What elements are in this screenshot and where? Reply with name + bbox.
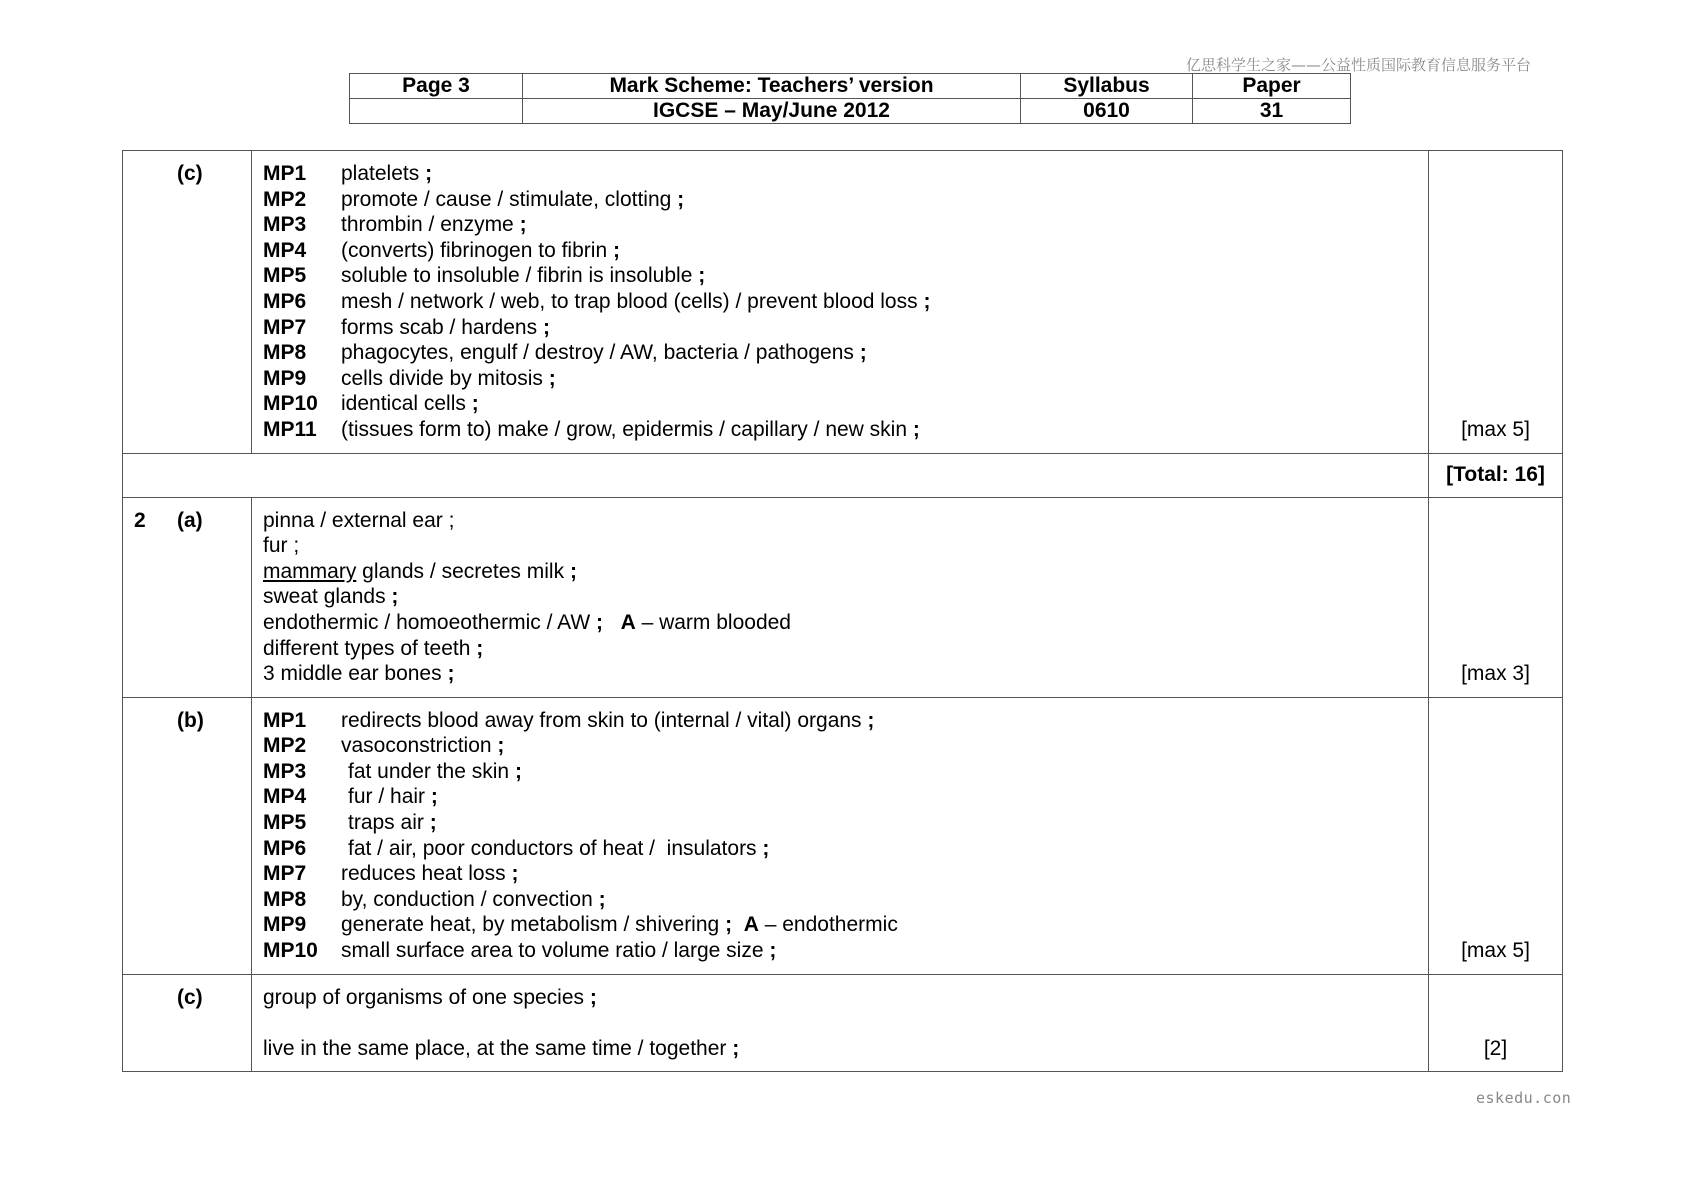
row-q2c (123, 974, 1562, 1072)
answer-cell (252, 498, 1429, 697)
row-q2a (123, 497, 1562, 697)
row-total (123, 453, 1562, 497)
header-empty-cell (350, 99, 523, 124)
mark-point: MP6 fat / air, poor conductors of heat / insulators ; (263, 836, 770, 860)
mark-point: MP8 phagocytes, engulf / destroy / AW, bacteria / pathogens ; (263, 341, 867, 365)
watermark-top: 亿思科学生之家——公益性质国际教育信息服务平台 (1186, 56, 1532, 74)
answer-line: live in the same place, at the same time / together ; (263, 1036, 740, 1060)
mark-point: MP9 generate heat, by metabolism / shivering ; A – endothermic (263, 913, 898, 937)
header-syllabus-label: Syllabus (1021, 74, 1193, 99)
mark-point: MP3 fat under the skin ; (263, 759, 522, 783)
answer-line: endothermic / homoeothermic / AW ; A – warm blooded (263, 610, 791, 634)
mark-point: MP9 cells divide by mitosis ; (263, 366, 556, 390)
question-part-label: (a) (177, 508, 203, 532)
header-exam: IGCSE – May/June 2012 (523, 99, 1021, 124)
answer-cell (252, 151, 1429, 453)
answer-cell (252, 698, 1429, 974)
answer-line: mammary glands / secretes milk ; (263, 559, 577, 583)
row-q1c (123, 151, 1562, 453)
answer-line: pinna / external ear ; (263, 508, 455, 532)
header-paper-value: 31 (1193, 99, 1351, 124)
mark-point: MP4 (converts) fibrinogen to fibrin ; (263, 238, 620, 262)
header-table (349, 73, 1351, 124)
mark-point: MP1 platelets ; (263, 162, 433, 185)
mark-point: MP10 small surface area to volume ratio / large size ; (263, 939, 777, 963)
question-part-label: (b) (177, 708, 204, 732)
total-marks: [Total: 16] (1446, 463, 1545, 487)
header-paper-label: Paper (1193, 74, 1351, 99)
header-page: Page 3 (350, 74, 523, 99)
watermark-bottom: eskedu.con (1476, 1089, 1572, 1107)
mark-point: MP10 identical cells ; (263, 392, 479, 416)
mark-point: MP6 mesh / network / web, to trap blood (cells) / prevent blood loss ; (263, 289, 931, 313)
row-q2b (123, 697, 1562, 974)
question-part-label: (c) (177, 985, 203, 1009)
question-number: 2 (134, 508, 146, 532)
answer-line: fur ; (263, 534, 300, 558)
max-marks: [max 3] (1461, 662, 1530, 686)
mark-point: MP1 redirects blood away from skin to (internal / vital) organs ; (263, 708, 875, 732)
max-marks: [2] (1483, 1036, 1508, 1060)
mark-point: MP7 forms scab / hardens ; (263, 315, 550, 339)
header-title: Mark Scheme: Teachers’ version (523, 74, 1021, 99)
answer-line: group of organisms of one species ; (263, 985, 597, 1009)
mark-point: MP2 vasoconstriction ; (263, 734, 505, 758)
mark-point: MP5 soluble to insoluble / fibrin is insoluble ; (263, 264, 706, 288)
mark-point: MP7 reduces heat loss ; (263, 862, 519, 886)
mark-point: MP4 fur / hair ; (263, 785, 438, 809)
answer-cell (252, 975, 1429, 1072)
max-marks: [max 5] (1461, 939, 1530, 963)
mark-point: MP2 promote / cause / stimulate, clotting ; (263, 187, 685, 211)
mark-point: MP11 (tissues form to) make / grow, epidermis / capillary / new skin ; (263, 417, 920, 441)
question-part-label: (c) (177, 162, 203, 185)
answer-line: different types of teeth ; (263, 636, 484, 660)
max-marks: [max 5] (1461, 417, 1530, 441)
mark-scheme-table (122, 150, 1563, 1072)
answer-line: 3 middle ear bones ; (263, 662, 455, 686)
header-syllabus-value: 0610 (1021, 99, 1193, 124)
mark-point: MP3 thrombin / enzyme ; (263, 213, 527, 237)
mark-point: MP8 by, conduction / convection ; (263, 887, 606, 911)
answer-line: sweat glands ; (263, 585, 399, 609)
mark-point: MP5 traps air ; (263, 811, 437, 835)
